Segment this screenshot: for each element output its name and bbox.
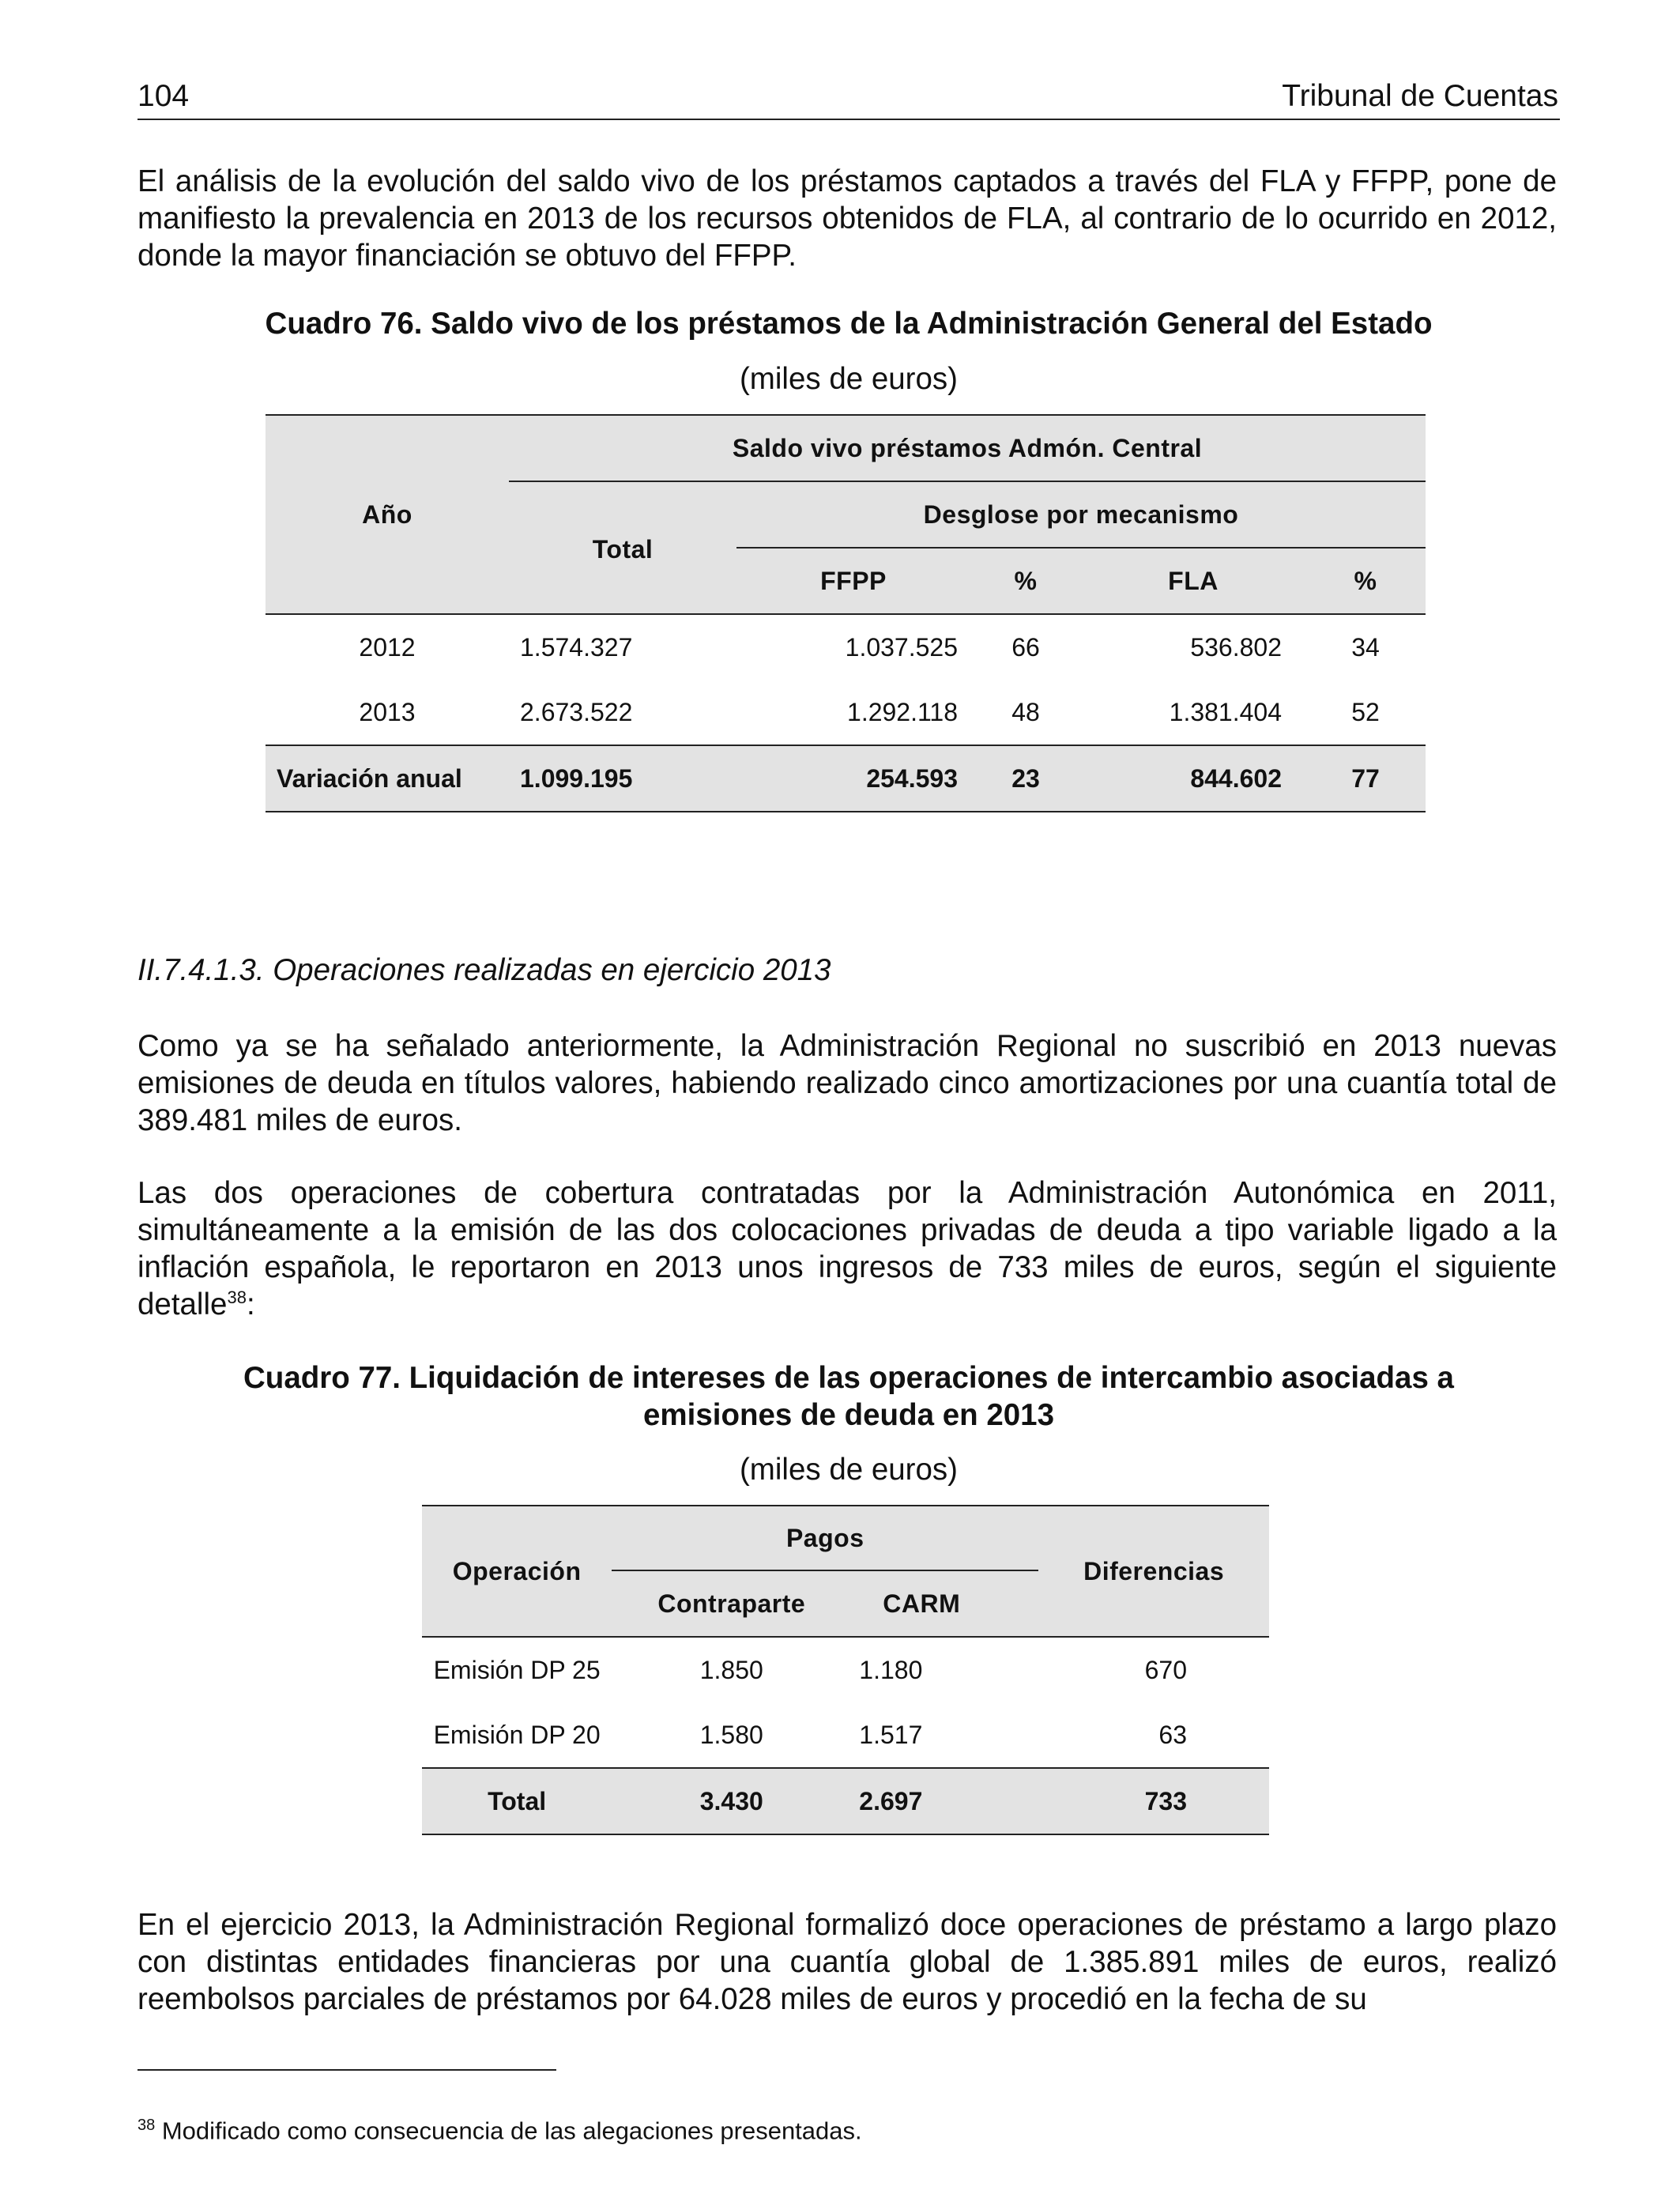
th-breakdown: Desglose por mecanismo — [736, 481, 1426, 548]
th-operation: Operación — [422, 1506, 612, 1637]
summary-row: Variación anual 1.099.195 254.593 23 844.602 77 — [266, 745, 1426, 812]
th-counterparty: Contraparte — [612, 1571, 851, 1637]
table77-units: (miles de euros) — [739, 1453, 958, 1487]
footnote-ref: 38 — [227, 1287, 247, 1308]
footnote: $^{38}$ Modificado como consecuencia de las alegaciones presentadas. — [137, 2117, 862, 2145]
th-fla: FLA — [1081, 548, 1305, 614]
th-pct1: % — [970, 548, 1081, 614]
page-header — [137, 76, 1560, 120]
section-title: II.7.4.1.3. Operaciones realizadas en ejercicio 2013 — [137, 953, 831, 987]
table-row: 2013 2.673.522 1.292.118 48 1.381.404 52 — [359, 697, 1380, 726]
table-row: Emisión DP 25 1.850 1.180 670 — [433, 1655, 1187, 1684]
paragraph-4: En el ejercicio 2013, la Administración Regional formalizó doce operaciones de préstamo a largo plazo con distintas entidades financieras por una cuantía global de 1.385.891 miles de euros, realizó reembolsos parciales de préstamos por 64.028 miles de euros y procedió en la fecha de su — [137, 1908, 1557, 2016]
table76-units: (miles de euros) — [739, 362, 958, 396]
th-differences: Diferencias — [1038, 1506, 1269, 1637]
th-payments: Pagos — [612, 1506, 1038, 1571]
table-row: 2012 1.574.327 1.037.525 66 536.802 34 — [359, 632, 1380, 662]
paragraph-1: El análisis de la evolución del saldo vivo de los préstamos captados a través del FLA y FFPP, pone de manifiesto la prevalencia en 2013 de los recursos obtenidos de FLA, al contrario de lo ocurrido en 2012, donde la mayor financiación se obtuvo del FFPP. — [137, 164, 1557, 273]
table77 — [422, 1505, 1269, 1835]
header-title: Tribunal de Cuentas — [1282, 79, 1558, 113]
th-total: Total — [509, 481, 736, 614]
table76-caption: Cuadro 76. Saldo vivo de los préstamos de la Administración General del Estado — [265, 307, 1433, 341]
th-year: Año — [266, 415, 509, 614]
paragraph-3: Las dos operaciones de cobertura contratadas por la Administración Autonómica en 2011, simultáneamente a la emisión de las dos colocaciones privadas de deuda a tipo variable ligado a la inflación española, le reportaron en 2013 unos ingresos de 733 miles de euros, según el siguiente detalle$^{38}$: — [137, 1176, 1557, 1321]
page-number: 104 — [137, 79, 190, 113]
table-row: Emisión DP 20 1.580 1.517 63 — [433, 1720, 1187, 1749]
th-pct2: % — [1305, 548, 1426, 614]
th-ffpp: FFPP — [736, 548, 970, 614]
th-group: Saldo vivo préstamos Admón. Central — [509, 415, 1426, 481]
footnote-divider — [137, 2069, 556, 2071]
total-row: Total 3.430 2.697 733 — [422, 1768, 1269, 1834]
th-carm: CARM — [851, 1571, 1038, 1637]
table77-caption: Cuadro 77. Liquidación de intereses de las operaciones de intercambio asociadas a emisiones de deuda en 2013 — [243, 1361, 1454, 1432]
table76 — [266, 414, 1426, 812]
paragraph-2: Como ya se ha señalado anteriormente, la Administración Regional no suscribió en 2013 nuevas emisiones de deuda en títulos valores, habiendo realizado cinco amortizaciones por una cuantía total de 389.481 miles de euros. — [137, 1029, 1557, 1137]
